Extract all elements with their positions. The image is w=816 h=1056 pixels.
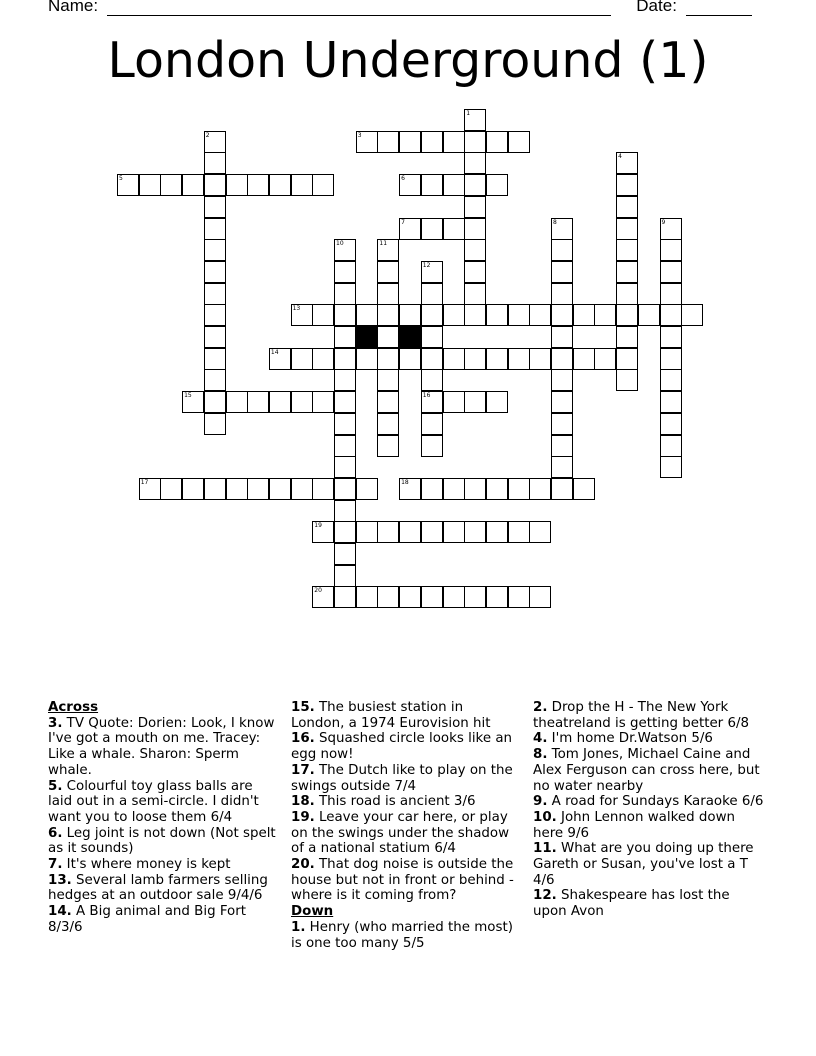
grid-cell[interactable] (377, 348, 399, 370)
clue-number-label: 13. (48, 872, 72, 888)
grid-cell[interactable] (226, 391, 248, 413)
grid-cell[interactable] (204, 369, 226, 391)
grid-cell[interactable] (399, 131, 421, 153)
clue-number-label: 17. (291, 762, 315, 778)
grid-cell[interactable] (529, 478, 551, 500)
grid-cell[interactable] (377, 435, 399, 457)
grid-cell[interactable] (464, 196, 486, 218)
grid-cell[interactable] (182, 174, 204, 196)
grid-cell[interactable] (356, 478, 378, 500)
grid-cell[interactable] (443, 586, 465, 608)
grid-cell[interactable] (508, 478, 530, 500)
clue-text: Leave your car here, or play on the swings under the shadow of a national statium 6/4 (291, 809, 510, 857)
across-heading: Across (48, 700, 99, 715)
grid-cell[interactable] (421, 435, 443, 457)
grid-cell[interactable] (508, 348, 530, 370)
grid-cell[interactable] (616, 261, 638, 283)
grid-cell[interactable] (486, 478, 508, 500)
clue-text: A Big animal and Big Fort 8/3/6 (48, 904, 246, 935)
grid-cell[interactable] (421, 174, 443, 196)
clue-number: 11 (379, 240, 388, 248)
clue-item (48, 873, 276, 904)
grid-cell[interactable] (356, 348, 378, 370)
grid-cell[interactable] (421, 283, 443, 305)
grid-cell[interactable] (377, 326, 399, 348)
grid-cell[interactable] (660, 413, 682, 435)
grid-cell[interactable] (269, 348, 291, 370)
grid-cell[interactable] (377, 586, 399, 608)
grid-cell[interactable] (486, 521, 508, 543)
grid-cell[interactable] (269, 478, 291, 500)
grid-cell[interactable] (464, 261, 486, 283)
grid-cell[interactable] (529, 521, 551, 543)
clue-number: 2 (205, 131, 210, 139)
grid-cell[interactable] (399, 218, 421, 240)
clues-column-3 (533, 700, 767, 920)
grid-cell[interactable] (204, 131, 226, 153)
grid-cell[interactable] (182, 478, 204, 500)
grid-cell[interactable] (377, 369, 399, 391)
clue-number: 6 (401, 175, 405, 183)
clues-column-1 (48, 700, 276, 936)
name-label: Name: (48, 0, 99, 15)
grid-cell[interactable] (421, 391, 443, 413)
grid-cell[interactable] (356, 131, 378, 153)
grid-cell[interactable] (486, 304, 508, 326)
grid-cell[interactable] (291, 391, 313, 413)
grid-cell[interactable] (464, 109, 486, 131)
clue-number: 13 (292, 305, 301, 313)
grid-cell[interactable] (334, 304, 356, 326)
clue-text: TV Quote: Dorien: Look, I know I've got a mouth on me. Tracey: Like a whale. Sharon: Sperm whale. (48, 715, 275, 778)
grid-cell[interactable] (377, 261, 399, 283)
grid-cell[interactable] (421, 218, 443, 240)
clue-number: 8 (553, 218, 557, 226)
grid-cell[interactable] (160, 478, 182, 500)
clue-number-label: 5. (48, 778, 63, 794)
grid-cell[interactable] (247, 391, 269, 413)
grid-cell[interactable] (160, 174, 182, 196)
clue-item (533, 700, 767, 731)
grid-cell[interactable] (269, 174, 291, 196)
grid-cell[interactable] (616, 174, 638, 196)
clue-number: 16 (422, 392, 431, 400)
grid-cell[interactable] (377, 283, 399, 305)
grid-cell[interactable] (551, 283, 573, 305)
grid-cell[interactable] (443, 218, 465, 240)
grid-cell[interactable] (269, 391, 291, 413)
clue-item (533, 841, 767, 888)
clue-item (48, 716, 276, 779)
grid-cell[interactable] (616, 239, 638, 261)
clue-item (533, 747, 767, 794)
grid-cell[interactable] (464, 478, 486, 500)
grid-cell[interactable] (399, 304, 421, 326)
clue-text: It's where money is kept (62, 857, 231, 873)
grid-cell[interactable] (204, 326, 226, 348)
grid-cell[interactable] (660, 261, 682, 283)
grid-cell[interactable] (312, 174, 334, 196)
grid-cell[interactable] (204, 196, 226, 218)
grid-cell[interactable] (660, 283, 682, 305)
grid-cell[interactable] (334, 456, 356, 478)
clue-number-label: 16. (291, 731, 315, 747)
grid-cell[interactable] (616, 283, 638, 305)
grid-cell[interactable] (399, 348, 421, 370)
grid-cell[interactable] (399, 521, 421, 543)
grid-cell[interactable] (421, 348, 443, 370)
clue-text: The busiest station in London, a 1974 Eurovision hit (291, 700, 491, 731)
grid-cell[interactable] (334, 586, 356, 608)
grid-cell[interactable] (508, 521, 530, 543)
grid-cell[interactable] (226, 478, 248, 500)
grid-cell[interactable] (551, 239, 573, 261)
grid-cell[interactable] (204, 174, 226, 196)
grid-cell[interactable] (443, 348, 465, 370)
clue-item (291, 857, 519, 904)
clue-number-label: 1. (291, 919, 306, 935)
clue-text: Henry (who married the most) is one too many 5/5 (291, 919, 513, 951)
grid-cell[interactable] (616, 218, 638, 240)
grid-cell[interactable] (334, 521, 356, 543)
grid-cell[interactable] (551, 456, 573, 478)
grid-cell[interactable] (464, 283, 486, 305)
grid-cell[interactable] (551, 326, 573, 348)
grid-cell[interactable] (508, 304, 530, 326)
grid-cell[interactable] (334, 565, 356, 587)
grid-cell[interactable] (486, 174, 508, 196)
clue-number-label: 15. (291, 700, 315, 715)
grid-cell[interactable] (551, 304, 573, 326)
grid-cell[interactable] (291, 348, 313, 370)
grid-cell[interactable] (443, 521, 465, 543)
grid-cell[interactable] (312, 521, 334, 543)
grid-cell[interactable] (594, 348, 616, 370)
grid-cell[interactable] (377, 413, 399, 435)
grid-cell[interactable] (594, 304, 616, 326)
grid-cell[interactable] (660, 348, 682, 370)
clue-text: Tom Jones, Michael Caine and Alex Ferguson can cross here, but no water nearby (533, 747, 760, 794)
clue-number: 14 (270, 348, 279, 356)
clue-number-label: 11. (533, 841, 557, 857)
grid-cell[interactable] (464, 218, 486, 240)
down-heading: Down (291, 904, 334, 920)
grid-cell[interactable] (204, 304, 226, 326)
grid-cell[interactable] (464, 304, 486, 326)
clue-number: 4 (618, 153, 622, 161)
grid-cell[interactable] (334, 478, 356, 500)
clue-number: 1 (466, 110, 471, 117)
grid-cell[interactable] (616, 326, 638, 348)
clue-item (48, 826, 276, 857)
date-label: Date: (636, 0, 677, 15)
grid-cell[interactable] (660, 369, 682, 391)
clue-number-label: 18. (291, 794, 315, 810)
clue-number-label: 8. (533, 747, 548, 763)
clue-text: The Dutch like to play on the swings outside 7/4 (291, 762, 513, 794)
grid-cell[interactable] (291, 304, 313, 326)
clue-number: 18 (401, 478, 409, 486)
grid-cell[interactable] (356, 521, 378, 543)
grid-cell[interactable] (616, 196, 638, 218)
clue-text: Colourful toy glass balls are laid out in a semi-circle. I didn't want you to loose them 6/4 (48, 778, 259, 825)
clue-item (48, 904, 276, 935)
grid-cell[interactable] (399, 586, 421, 608)
grid-cell[interactable] (291, 478, 313, 500)
grid-cell[interactable] (334, 413, 356, 435)
grid-cell[interactable] (616, 348, 638, 370)
grid-cell[interactable] (334, 239, 356, 261)
grid-cell[interactable] (334, 500, 356, 522)
grid-cell[interactable] (204, 218, 226, 240)
clue-number: 3 (357, 131, 362, 139)
clue-number: 7 (401, 218, 405, 226)
grid-cell[interactable] (334, 326, 356, 348)
clue-number-label: 7. (48, 857, 63, 873)
grid-cell[interactable] (204, 413, 226, 435)
grid-cell[interactable] (660, 456, 682, 478)
grid-cell[interactable] (421, 586, 443, 608)
grid-cell[interactable] (291, 174, 313, 196)
grid-cell[interactable] (660, 326, 682, 348)
grid-cell[interactable] (508, 131, 530, 153)
grid-cell[interactable] (464, 348, 486, 370)
clue-item (291, 763, 519, 794)
clue-text: Leg joint is not down (Not spelt as it sounds) (48, 825, 276, 857)
grid-cell[interactable] (247, 174, 269, 196)
grid-cell[interactable] (334, 435, 356, 457)
grid-cell[interactable] (551, 218, 573, 240)
grid-cell[interactable] (660, 218, 682, 240)
clues-column-2 (291, 700, 519, 951)
clue-text: A road for Sundays Karaoke 6/6 (547, 794, 764, 810)
clue-text: Squashed circle looks like an egg now! (291, 731, 513, 763)
grid-cell[interactable] (421, 131, 443, 153)
grid-cell[interactable] (204, 478, 226, 500)
grid-cell[interactable] (247, 478, 269, 500)
clue-number-label: 9. (533, 794, 548, 810)
clue-item (291, 794, 519, 810)
grid-cell[interactable] (312, 304, 334, 326)
grid-cell[interactable] (312, 391, 334, 413)
grid-cell[interactable] (182, 391, 204, 413)
grid-cell[interactable] (464, 152, 486, 174)
grid-cell[interactable] (421, 326, 443, 348)
grid-cell[interactable] (486, 586, 508, 608)
grid-cell[interactable] (312, 348, 334, 370)
clue-text: I'm home Dr.Watson 5/6 (547, 731, 713, 747)
grid-cell[interactable] (421, 261, 443, 283)
grid-cell[interactable] (573, 348, 595, 370)
grid-cell[interactable] (660, 304, 682, 326)
grid-cell[interactable] (529, 348, 551, 370)
grid-cell[interactable] (139, 174, 161, 196)
grid-cell[interactable] (421, 478, 443, 500)
clue-number-label: 6. (48, 825, 63, 841)
grid-cell[interactable] (421, 521, 443, 543)
clue-number-label: 10. (533, 809, 557, 825)
grid-cell[interactable] (204, 283, 226, 305)
grid-cell[interactable] (226, 174, 248, 196)
grid-cell[interactable] (204, 152, 226, 174)
clue-item (291, 700, 519, 731)
grid-cell[interactable] (660, 435, 682, 457)
clue-text: What are you doing up there Gareth or Susan, you've lost a T 4/6 (533, 841, 754, 888)
clue-number: 9 (661, 218, 666, 226)
clue-text: John Lennon walked down here 9/6 (533, 809, 736, 841)
grid-cell[interactable] (551, 435, 573, 457)
clue-item (48, 779, 276, 826)
grid-cell[interactable] (551, 391, 573, 413)
grid-cell[interactable] (312, 478, 334, 500)
clue-text: Several lamb farmers selling hedges at an outdoor sale 9/4/6 (48, 872, 268, 904)
grid-cell[interactable] (573, 478, 595, 500)
grid-cell[interactable] (421, 369, 443, 391)
grid-cell[interactable] (334, 369, 356, 391)
grid-cell[interactable] (443, 131, 465, 153)
clue-text: This road is ancient 3/6 (314, 794, 476, 810)
clue-item (533, 888, 767, 919)
clue-number-label: 3. (48, 715, 63, 731)
grid-cell[interactable] (334, 391, 356, 413)
grid-cell[interactable] (638, 304, 660, 326)
clue-item (291, 920, 519, 951)
black-square (356, 326, 378, 348)
grid-cell[interactable] (377, 131, 399, 153)
clue-number-label: 19. (291, 809, 315, 825)
clue-text: Shakespeare has lost the upon Avon (533, 888, 730, 920)
clue-number: 15 (184, 392, 192, 400)
grid-cell[interactable] (616, 152, 638, 174)
grid-cell[interactable] (377, 239, 399, 261)
clue-number-label: 4. (533, 731, 548, 747)
grid-cell[interactable] (616, 369, 638, 391)
grid-cell[interactable] (334, 348, 356, 370)
clue-number-label: 12. (533, 888, 557, 904)
grid-cell[interactable] (486, 391, 508, 413)
grid-cell[interactable] (334, 543, 356, 565)
clue-number: 17 (140, 478, 149, 486)
grid-cell[interactable] (421, 413, 443, 435)
clue-number: 19 (314, 522, 322, 530)
clue-item (533, 794, 767, 810)
clue-number: 5 (119, 175, 123, 183)
black-square (399, 326, 421, 348)
grid-cell[interactable] (551, 369, 573, 391)
clue-text: Drop the H - The New York theatreland is getting better 6/8 (533, 700, 749, 731)
clue-item (291, 810, 519, 857)
grid-cell[interactable] (443, 304, 465, 326)
clue-number: 12 (422, 261, 431, 269)
grid-cell[interactable] (334, 261, 356, 283)
grid-cell[interactable] (573, 304, 595, 326)
clue-number-label: 2. (533, 700, 548, 715)
grid-cell[interactable] (464, 521, 486, 543)
clue-item (291, 731, 519, 762)
grid-cell[interactable] (334, 283, 356, 305)
grid-cell[interactable] (551, 478, 573, 500)
grid-cell[interactable] (464, 239, 486, 261)
grid-cell[interactable] (204, 239, 226, 261)
grid-cell[interactable] (399, 174, 421, 196)
grid-cell[interactable] (204, 261, 226, 283)
grid-cell[interactable] (551, 348, 573, 370)
grid-cell[interactable] (551, 261, 573, 283)
grid-cell[interactable] (681, 304, 703, 326)
grid-cell[interactable] (377, 304, 399, 326)
grid-cell[interactable] (421, 304, 443, 326)
grid-cell[interactable] (464, 586, 486, 608)
grid-cell[interactable] (443, 391, 465, 413)
grid-cell[interactable] (508, 586, 530, 608)
clue-text: That dog noise is outside the house but not in front or behind - where is it coming from? (291, 857, 514, 904)
grid-cell[interactable] (443, 478, 465, 500)
grid-cell[interactable] (312, 586, 334, 608)
clue-number: 20 (314, 587, 322, 595)
grid-cell[interactable] (551, 413, 573, 435)
grid-cell[interactable] (356, 586, 378, 608)
grid-cell[interactable] (117, 174, 139, 196)
clue-number-label: 20. (291, 857, 315, 873)
grid-cell[interactable] (399, 478, 421, 500)
grid-cell[interactable] (464, 174, 486, 196)
grid-cell[interactable] (464, 391, 486, 413)
grid-cell[interactable] (616, 304, 638, 326)
grid-cell[interactable] (139, 478, 161, 500)
grid-cell[interactable] (377, 521, 399, 543)
clue-number: 10 (336, 240, 344, 248)
clue-number-label: 14. (48, 904, 72, 920)
grid-cell[interactable] (529, 304, 551, 326)
grid-cell[interactable] (660, 391, 682, 413)
clue-item (533, 810, 767, 841)
grid-cell[interactable] (356, 304, 378, 326)
grid-cell[interactable] (443, 174, 465, 196)
clue-item (533, 731, 767, 747)
grid-cell[interactable] (486, 131, 508, 153)
grid-cell[interactable] (204, 391, 226, 413)
grid-cell[interactable] (486, 348, 508, 370)
page-title: London Underground (1) (107, 32, 709, 89)
grid-cell[interactable] (204, 348, 226, 370)
clue-item (48, 857, 276, 873)
grid-cell[interactable] (660, 239, 682, 261)
grid-cell[interactable] (529, 586, 551, 608)
grid-cell[interactable] (377, 391, 399, 413)
grid-cell[interactable] (464, 131, 486, 153)
